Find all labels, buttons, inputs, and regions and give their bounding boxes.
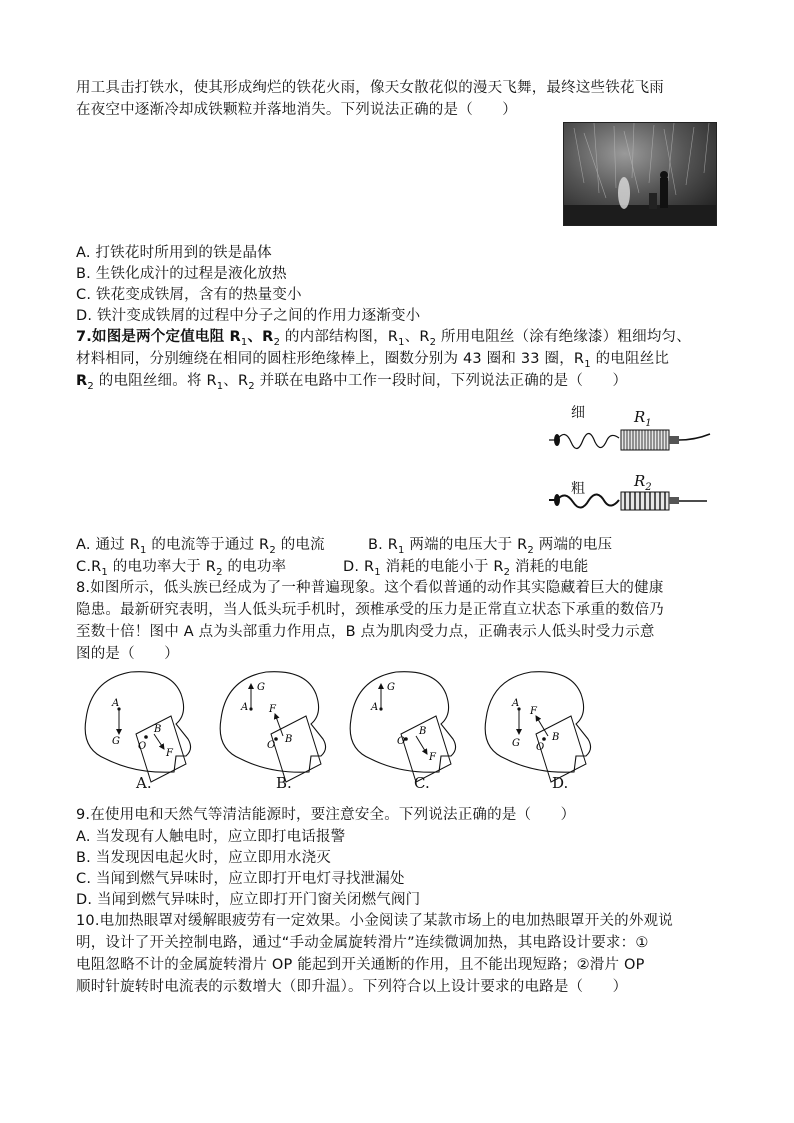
svg-text:O: O	[267, 740, 276, 751]
q6-option-a: A. 打铁花时所用到的铁是晶体	[76, 245, 272, 261]
q6-option-d: D. 铁汁变成铁屑的过程中分子之间的作用力逐渐变小	[76, 308, 421, 324]
diagram-d-label: D.	[552, 774, 569, 792]
r2-label: $R_2$	[634, 472, 652, 493]
svg-text:A: A	[112, 698, 120, 709]
q9-stem: 9.在使用电和天然气等清洁能源时，要注意安全。下列说法正确的是（ ）	[76, 807, 576, 823]
iron-flower-photo	[563, 122, 717, 226]
diagram-a-label: A.	[136, 774, 152, 792]
svg-text:G: G	[512, 738, 520, 749]
svg-text:F: F	[166, 748, 173, 759]
q7-options-row-2: $C.R_1$ 的电功率大于 $R_2$ 的电功率	[76, 559, 287, 578]
diagram-b	[220, 672, 325, 782]
q10-text-line-3: 电阻忽略不计的金属旋转滑片 OP 能起到开关通断的作用，且不能出现短路；②滑片 OP	[76, 957, 645, 973]
svg-text:B: B	[285, 734, 293, 745]
svg-text:F: F	[429, 752, 436, 763]
head-force-diagrams	[76, 664, 716, 799]
diagram-a	[85, 672, 190, 782]
svg-text:G: G	[112, 736, 120, 747]
svg-text:G: G	[257, 682, 265, 693]
q9-option-a: A. 当发现有人触电时，应立即打电话报警	[76, 829, 346, 845]
q6-option-c: C. 铁花变成铁屑，含有的热量变小	[76, 287, 302, 303]
svg-text:B: B	[552, 732, 560, 743]
q10-text-line-4: 顺时针旋转时电流表的示数增大（即升温）。下列符合以上设计要求的电路是（ ）	[76, 979, 628, 995]
q7-text-line-2: 材料相同，分别缠绕在相同的圆柱形绝缘棒上，圈数分别为 43 圈和 33 圈，$R_1$ 的电阻丝比	[76, 351, 670, 370]
resistor-figure	[535, 400, 725, 525]
q10-text-line-2: 明，设计了开关控制电路，通过“手动金属旋转滑片”连续微调加热，其电路设计要求：①	[76, 935, 649, 951]
diagram-c	[350, 672, 455, 782]
q7-text-line-1: 7.如图是两个定值电阻 $R_1$、$R_2$ 的内部结构图，$R_1$、$R_2$ 所用电阻丝（涂有绝缘漆）粗细均匀、	[76, 329, 691, 348]
q8-text-line-1: 8.如图所示，低头族已经成为了一种普遍现象。这个看似普通的动作其实隐藏着巨大的健康	[76, 580, 664, 596]
svg-text:A: A	[371, 702, 379, 713]
q8-text-line-2: 隐患。最新研究表明，当人低头玩手机时，颈椎承受的压力是正常直立状态下承重的数倍乃	[76, 602, 664, 618]
q9-option-c: C. 当闻到燃气异味时，应立即打开电灯寻找泄漏处	[76, 871, 405, 887]
svg-text:F: F	[530, 706, 537, 717]
r1-label: $R_1$	[634, 408, 652, 429]
thin-wire-label: 细	[571, 405, 585, 421]
svg-text:A: A	[512, 698, 520, 709]
q9-option-b: B. 当发现因电起火时，应立即用水浇灭	[76, 850, 331, 866]
thick-wire-label: 粗	[571, 481, 585, 497]
q8-text-line-3: 至数十倍！图中 A 点为头部重力作用点，B 点为肌肉受力点，正确表示人低头时受力示意	[76, 624, 655, 640]
q7-options-row-2b: D. $R_1$ 消耗的电能小于 $R_2$ 消耗的电能	[343, 559, 589, 578]
q10-text-line-1: 10.电加热眼罩对缓解眼疲劳有一定效果。小金阅读了某款市场上的电加热眼罩开关的外观说	[76, 913, 673, 929]
q8-text-line-4: 图的是（ ）	[76, 646, 179, 662]
diagram-c-label: C.	[414, 774, 430, 792]
diagram-b-label: B.	[276, 774, 292, 792]
svg-text:B: B	[419, 726, 427, 737]
q7-options-row-1: A. 通过 $R_1$ 的电流等于通过 $R_2$ 的电流	[76, 537, 325, 556]
svg-text:O: O	[397, 736, 406, 747]
svg-text:O: O	[138, 741, 147, 752]
svg-text:G: G	[387, 682, 395, 693]
q7-text-line-3: $R_2$ 的电阻丝细。将 $R_1$、$R_2$ 并联在电路中工作一段时间，下列说法正确的是（ ）	[76, 373, 628, 392]
q9-option-d: D. 当闻到燃气异味时，应立即打开门窗关闭燃气阀门	[76, 892, 421, 908]
diagram-d	[485, 672, 590, 782]
q7-options-row-1b: B. $R_1$ 两端的电压大于 $R_2$ 两端的电压	[368, 537, 613, 556]
q6-option-b: B. 生铁化成汁的过程是液化放热	[76, 266, 287, 282]
svg-text:O: O	[536, 742, 545, 753]
q6-text-line-2: 在夜空中逐渐冷却成铁颗粒并落地消失。下列说法正确的是（ ）	[76, 102, 517, 118]
q6-text-line-1: 用工具击打铁水，使其形成绚烂的铁花火雨，像天女散花似的漫天飞舞，最终这些铁花飞雨	[76, 80, 664, 96]
svg-text:B: B	[154, 724, 162, 735]
svg-text:A: A	[241, 702, 249, 713]
svg-text:F: F	[269, 704, 276, 715]
